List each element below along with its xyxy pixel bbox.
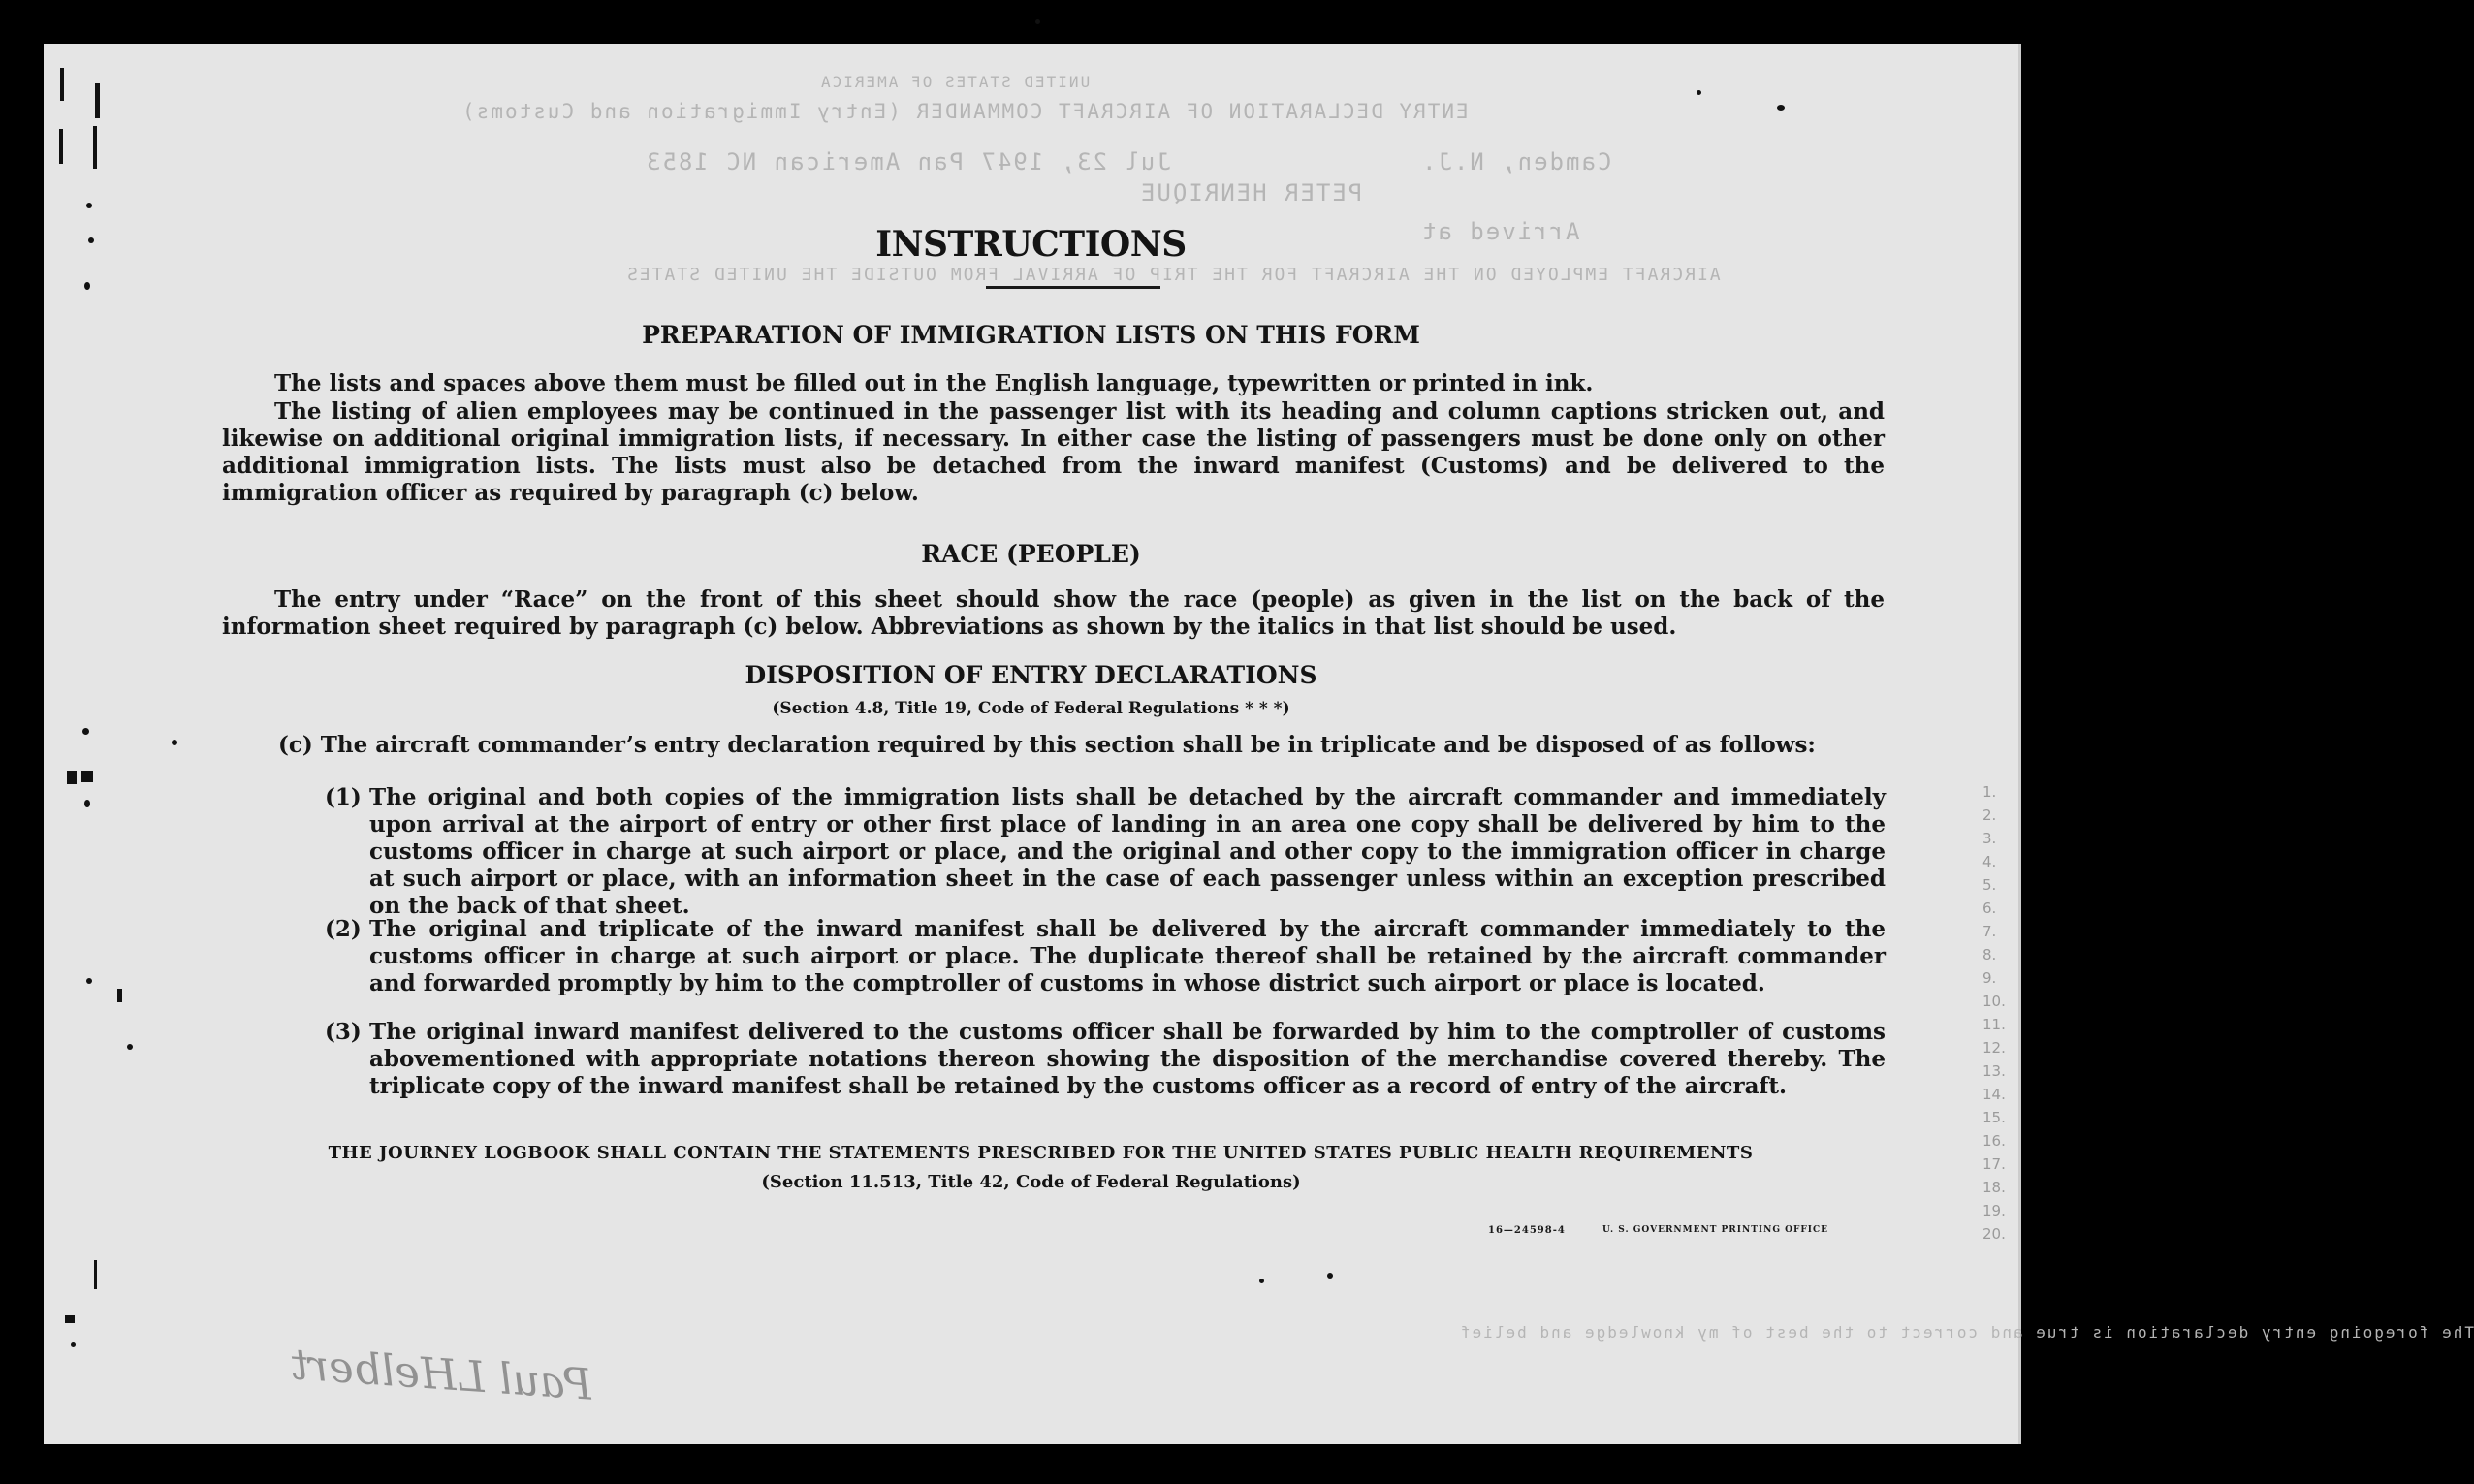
ink-speck	[86, 978, 92, 984]
ink-speck	[1327, 1273, 1333, 1279]
paragraph-alien-employees: The listing of alien employees may be continued in the passenger list with its heading and column captions stricken out, and likewise on additional original immigration lists, if necessary. In either case the listing of passengers must be done only on other additional immigration lists. The lists must also be detached from the inward manifest (Customs) and be delivered to the immigration officer as required by paragraph (c) below.	[222, 398, 1885, 506]
paragraph-english-language: The lists and spaces above them must be filled out in the English language, typewritten or printed in ink.	[274, 370, 1594, 396]
list-item-number: (1)	[325, 784, 362, 810]
list-item-text: The original and triplicate of the inward manifest shall be delivered by the aircraft commander immediately to the customs officer in charge at such airport or place. The duplicate thereof shall be retained by the aircraft commander and forwarded promptly by him to the comptroller of customs in whose district such airport or place is located.	[369, 916, 1886, 996]
paragraph-race: The entry under “Race” on the front of this sheet should show the race (people) as given in the list on the back of the information sheet required by paragraph (c) below. Abbreviations as shown by the italics in that list should be used.	[222, 586, 1885, 640]
bleed-through-text: PETER HENRIQUE	[1139, 179, 1363, 206]
document-page	[44, 44, 2474, 1444]
ink-speck	[172, 740, 177, 745]
binding-mark	[67, 771, 77, 784]
title-underline	[986, 286, 1160, 289]
list-item-text: The original and both copies of the immigration lists shall be detached by the aircraft commander and immediately upon arrival at the airport of entry or other first place of landing in an area one copy shall be delivered by him to the customs officer in charge at such airport or place, and the original and other copy to the immigration officer in charge at such airport or place, with an information sheet in the case of each passenger unless within an exception prescribed on the back of that sheet.	[369, 784, 1886, 919]
list-item-number: (2)	[325, 916, 362, 942]
binding-mark	[95, 83, 100, 118]
ink-speck	[84, 800, 90, 807]
signature-show-through: Paul LHelbert	[289, 1340, 594, 1410]
ink-speck	[1777, 105, 1785, 111]
binding-mark	[81, 771, 93, 782]
binding-mark	[93, 126, 97, 169]
list-item	[325, 784, 1886, 919]
bleed-through-text: AIRCRAFT EMPLOYED ON THE AIRCRAFT FOR THE TRIP OF ARRIVAL FROM OUTSIDE THE UNITED STATES	[625, 265, 1721, 285]
list-item-number: (3)	[325, 1019, 362, 1045]
section-citation-disposition: (Section 4.8, Title 19, Code of Federal Regulations * * *)	[772, 699, 1290, 718]
margin-line-marks: 1. 2. 3. 4. 5. 6. 7. 8. 9. 10. 11. 12. 13. 14. 15. 16. 17. 18. 19. 20.	[1982, 783, 2006, 1243]
ink-speck	[1259, 1279, 1264, 1283]
binding-mark	[60, 68, 64, 101]
logbook-statement: THE JOURNEY LOGBOOK SHALL CONTAIN THE STATEMENTS PRESCRIBED FOR THE UNITED STATES PUBLIC HEALTH REQUIREMENTS	[328, 1143, 1754, 1163]
ink-speck	[71, 1342, 76, 1347]
print-code: 16—24598-4	[1488, 1225, 1566, 1236]
logbook-citation: (Section 11.513, Title 42, Code of Federal Regulations)	[761, 1172, 1301, 1192]
bleed-through-text: Camden, N.J.	[1420, 148, 1612, 175]
list-item	[325, 1019, 1886, 1106]
page-title: INSTRUCTIONS	[875, 224, 1187, 265]
ink-speck	[86, 203, 92, 208]
bleed-through-text: The foregoing entry declaration is true and correct to the best of my knowledge and belief	[1459, 1323, 2474, 1342]
list-item	[325, 916, 1886, 1003]
ink-speck	[82, 728, 89, 735]
binding-mark	[59, 129, 63, 164]
bleed-through-text: Jul 23, 1947 Pan American NC 1853	[645, 148, 1171, 175]
section-heading-race: RACE (PEOPLE)	[921, 540, 1141, 568]
ink-speck	[127, 1044, 133, 1050]
ink-speck	[1035, 19, 1040, 24]
binding-mark	[117, 989, 122, 1002]
ink-speck	[1697, 90, 1701, 95]
printer-imprint: U. S. GOVERNMENT PRINTING OFFICE	[1602, 1225, 1829, 1235]
section-heading-disposition: DISPOSITION OF ENTRY DECLARATIONS	[745, 661, 1317, 689]
ink-speck	[84, 282, 90, 290]
section-heading-preparation: PREPARATION OF IMMIGRATION LISTS ON THIS FORM	[642, 321, 1420, 349]
paragraph-disposition-intro: (c) The aircraft commander’s entry declaration required by this section shall be in triplicate and be disposed of as follows:	[278, 732, 1816, 758]
list-item-text: The original inward manifest delivered to the customs officer shall be forwarded by him to the comptroller of customs abovementioned with appropriate notations thereon showing the disposition of the merchandise covered thereby. The triplicate copy of the inward manifest shall be retained by the customs officer as a record of entry of the aircraft.	[369, 1019, 1886, 1099]
bleed-through-text: ENTRY DECLARATION OF AIRCRAFT COMMANDER (Entry Immigration and Customs)	[460, 100, 1469, 123]
binding-mark	[94, 1260, 97, 1289]
ink-speck	[88, 237, 94, 243]
binding-mark	[65, 1315, 75, 1323]
bleed-through-text: UNITED STATES OF AMERICA	[819, 73, 1091, 91]
bleed-through-text: Arrived at	[1420, 218, 1580, 245]
